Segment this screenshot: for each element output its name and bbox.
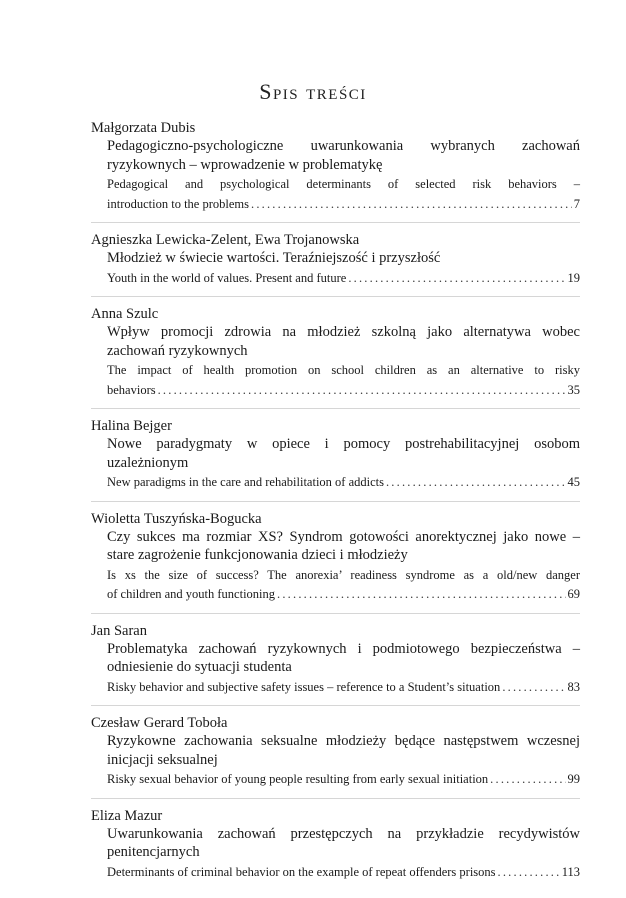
entry-title-polish: Czy sukces ma rozmiar XS? Syndrom gotowości anorektycznej jako nowe – stare zagrożenie funkcjonowania dzieci i młodzieży xyxy=(107,528,580,563)
table-of-contents xyxy=(91,119,580,898)
entry-title-polish: Ryzykowne zachowania seksualne młodzieży będące następstwem wczesnej inicjacji seksualnej xyxy=(107,733,580,768)
entry-author: Jan Saran xyxy=(91,622,147,639)
entry-author: Agnieszka Lewicka-Zelent, Ewa Trojanowska xyxy=(91,232,360,248)
entry-title-polish: Pedagogiczno-psychologiczne uwarunkowania wybranych zachowań ryzykownych – wprowadzenie w problematykę xyxy=(107,138,580,173)
toc-entry[interactable] xyxy=(91,807,580,891)
entry-title-polish: Nowe paradygmaty w opiece i pomocy postrehabilitacyjnej osobom uzależnionym xyxy=(107,436,580,471)
entry-author: Czesław Gerard Toboła xyxy=(91,715,228,731)
dot-leader xyxy=(502,679,565,697)
toc-entry[interactable] xyxy=(91,417,580,502)
entry-title-polish: Uwarunkowania zachowań przestępczych na przykładzie recydywistów penitencjarnych xyxy=(107,825,580,860)
toc-entry[interactable] xyxy=(91,714,580,799)
toc-entry[interactable] xyxy=(91,305,580,409)
entry-title-english-line: The impact of health promotion on school children as an alternative to risky xyxy=(107,363,580,377)
dot-leader xyxy=(158,382,566,400)
entry-author: Wioletta Tuszyńska-Bogucka xyxy=(91,510,262,527)
dot-leader xyxy=(498,864,560,882)
page-number: 99 xyxy=(567,772,580,786)
page-number: 35 xyxy=(567,382,580,397)
entry-title-english-end: introduction to the problems xyxy=(107,196,249,211)
entry-title-english: New paradigms in the care and rehabilitation of addicts xyxy=(107,475,384,489)
entry-leader-line xyxy=(107,864,580,882)
entry-leader-line xyxy=(107,474,580,492)
entry-title-english: Risky behavior and subjective safety issues – reference to a Student’s situation xyxy=(107,679,501,694)
entry-title-english-line: Is xs the size of success? The anorexia’ readiness syndrome as a old/new danger xyxy=(107,567,580,582)
entry-author: Eliza Mazur xyxy=(91,807,163,824)
entry-leader-line xyxy=(107,196,580,214)
entry-title-english-end: behaviors xyxy=(107,382,156,397)
dot-leader xyxy=(277,586,565,604)
entry-title-english: Risky sexual behavior of young people resulting from early sexual initiation xyxy=(107,772,489,786)
entry-author: Anna Szulc xyxy=(91,306,159,322)
entry-title-english: Youth in the world of values. Present and future xyxy=(107,270,347,285)
page-title: Spis treści xyxy=(259,79,367,104)
entry-leader-line xyxy=(107,586,580,604)
entry-title-polish: Problematyka zachowań ryzykownych i podmiotowego bezpieczeństwa – odniesienie do sytuacji studenta xyxy=(107,640,580,675)
entry-title-polish: Wpływ promocji zdrowia na młodzież szkolną jako alternatywa wobec zachowań ryzykownych xyxy=(107,324,580,359)
entry-title-english-end: of children and youth functioning xyxy=(107,587,276,601)
entry-author: Małgorzata Dubis xyxy=(91,120,196,136)
toc-entry[interactable] xyxy=(91,622,580,707)
toc-entry[interactable] xyxy=(91,510,580,614)
entry-leader-line xyxy=(107,771,580,789)
entry-title-english: Determinants of criminal behavior on the example of repeat offenders prisons xyxy=(107,864,496,879)
entry-author: Halina Bejger xyxy=(91,418,172,434)
dot-leader xyxy=(490,771,565,789)
page-number: 69 xyxy=(567,587,580,601)
dot-leader xyxy=(348,270,565,288)
page-number: 45 xyxy=(567,475,580,489)
entry-title-polish: Młodzież w świecie wartości. Teraźniejszość i przyszłość xyxy=(107,250,441,266)
toc-entry[interactable] xyxy=(91,231,580,297)
entry-leader-line xyxy=(107,270,580,288)
page-number: 19 xyxy=(567,270,580,285)
entry-leader-line xyxy=(107,382,580,400)
toc-entry[interactable] xyxy=(91,119,580,223)
page-number: 83 xyxy=(567,679,580,694)
entry-leader-line xyxy=(107,679,580,697)
page-number: 7 xyxy=(573,196,580,211)
entry-title-english-line: Pedagogical and psychological determinants of selected risk behaviors – xyxy=(107,177,580,191)
dot-leader xyxy=(386,474,566,492)
page-number: 113 xyxy=(561,864,580,879)
dot-leader xyxy=(251,196,572,214)
